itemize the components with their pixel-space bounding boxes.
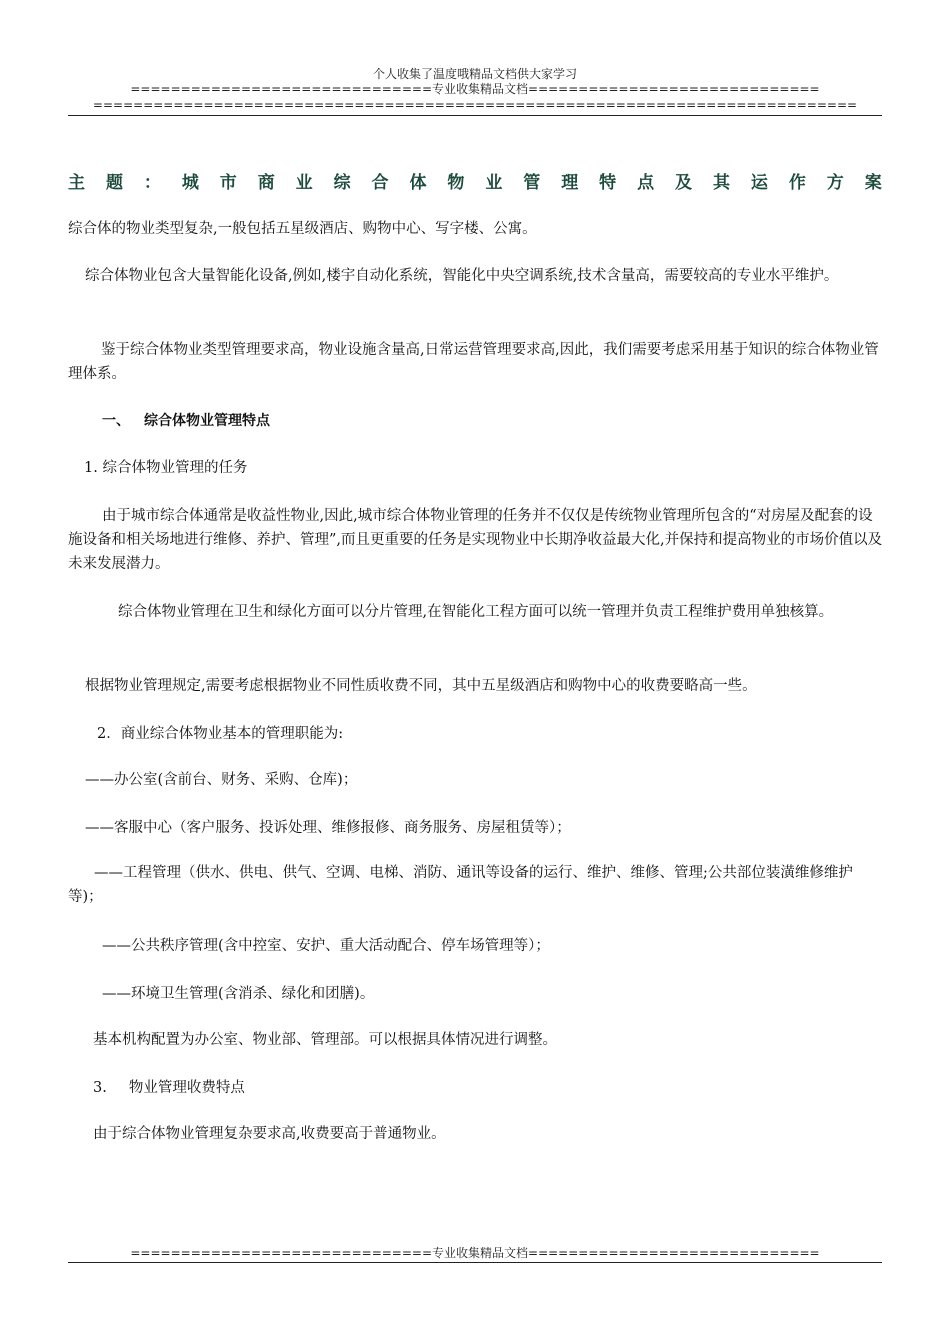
title-char: 理 bbox=[561, 173, 579, 193]
header-divider-text: ==============================专业收集精品文档============================= bbox=[130, 82, 820, 96]
title-char: 主 bbox=[68, 173, 85, 193]
section-heading-1 bbox=[102, 409, 402, 433]
subheading-title: 物业管理收费特点 bbox=[128, 1080, 245, 1096]
title-char: 业 bbox=[485, 173, 503, 193]
title-char: 管 bbox=[523, 173, 541, 193]
title-char: 题 bbox=[105, 173, 123, 193]
paragraph-equipment: 综合体物业包含大量智能化设备,例如,楼宇自动化系统，智能化中央空调系统,技术含量高，需要较高的专业水平维护。 bbox=[85, 268, 839, 284]
header-note: 个人收集了温度哦精品文档供大家学习 bbox=[372, 67, 577, 81]
subheading-number: 3. bbox=[93, 1080, 107, 1096]
title-char: 合 bbox=[371, 173, 389, 193]
title-char: 商 bbox=[257, 173, 275, 193]
title-char: 点 bbox=[637, 173, 655, 193]
title-char: 综 bbox=[333, 173, 351, 193]
paragraph-fees: 根据物业管理规定,需要考虑根据物业不同性质收费不同，其中五星级酒店和购物中心的收费要略高一些。 bbox=[85, 678, 757, 694]
header-divider-line: ============================================================================ bbox=[92, 98, 858, 112]
subheading-functions: 2．商业综合体物业基本的管理职能为: bbox=[97, 726, 344, 742]
title-char: 案 bbox=[864, 173, 882, 193]
title-char: 市 bbox=[219, 173, 237, 193]
subheading-tasks: 1. 综合体物业管理的任务 bbox=[84, 460, 248, 476]
paragraph-fee-level: 由于综合体物业管理复杂要求高,收费要高于普通物业。 bbox=[93, 1126, 446, 1142]
title-char: ： bbox=[143, 173, 161, 193]
header-rule bbox=[68, 115, 882, 116]
document-title bbox=[68, 172, 882, 194]
paragraph-knowledge-system: 鉴于综合体物业类型管理要求高，物业设施含量高,日常运营管理要求高,因此，我们需要考虑采用基于知识的综合体物业管理体系。 bbox=[68, 342, 879, 382]
footer-divider-text: ==============================专业收集精品文档============================= bbox=[130, 1246, 820, 1260]
title-char: 业 bbox=[295, 173, 313, 193]
title-char: 城 bbox=[181, 173, 199, 193]
title-char: 体 bbox=[409, 173, 427, 193]
function-item-engineering: ——工程管理（供水、供电、供气、空调、电梯、消防、通讯等设备的运行、维护、维修、管理;公共部位装潢维修维护等)； bbox=[68, 865, 853, 905]
section-title: 综合体物业管理特点 bbox=[144, 413, 270, 429]
function-item-service-center: ——客服中心（客户服务、投诉处理、维修报修、商务服务、房屋租赁等）； bbox=[85, 820, 571, 836]
section-number: 一、 bbox=[102, 413, 130, 429]
paragraph-intro: 综合体的物业类型复杂,一般包括五星级酒店、购物中心、写字楼、公寓。 bbox=[68, 221, 537, 237]
title-char: 物 bbox=[447, 173, 465, 193]
title-char: 作 bbox=[788, 173, 806, 193]
function-item-security: ——公共秩序管理(含中控室、安护、重大活动配合、停车场管理等）； bbox=[102, 938, 550, 954]
subheading-fee-features bbox=[93, 1076, 882, 1100]
title-char: 及 bbox=[675, 173, 692, 193]
function-item-sanitation: ——环境卫生管理(含消杀、绿化和团膳)。 bbox=[102, 986, 375, 1002]
title-char: 其 bbox=[712, 173, 730, 193]
paragraph-tasks: 由于城市综合体通常是收益性物业,因此,城市综合体物业管理的任务并不仅仅是传统物业管理所包含的“对房屋及配套的设施设备和相关场地进行维修、养护、管理”,而且更重要的任务是实现物业中长期净收益最大化,并保持和提高物业的市场价值以及未来发展潜力。 bbox=[68, 508, 883, 572]
footer-rule bbox=[68, 1262, 882, 1263]
function-item-office: ——办公室(含前台、财务、采购、仓库)； bbox=[85, 772, 358, 788]
paragraph-zoning: 综合体物业管理在卫生和绿化方面可以分片管理,在智能化工程方面可以统一管理并负责工程维护费用单独核算。 bbox=[118, 604, 834, 620]
title-char: 运 bbox=[750, 173, 768, 193]
paragraph-organization: 基本机构配置为办公室、物业部、管理部。可以根据具体情况进行调整。 bbox=[93, 1032, 557, 1048]
title-char: 特 bbox=[599, 173, 617, 193]
title-char: 方 bbox=[826, 173, 844, 193]
